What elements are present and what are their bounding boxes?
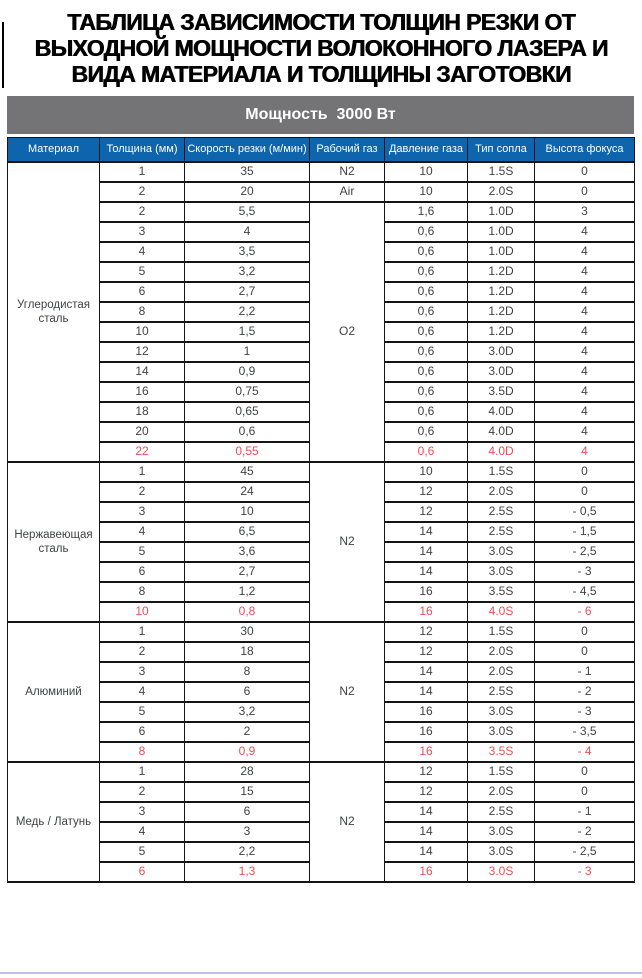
- focus-cell: 4: [535, 322, 635, 342]
- focus-cell: - 1,5: [535, 522, 635, 542]
- table-row: [8, 202, 635, 222]
- focus-cell: - 3: [535, 862, 635, 882]
- nozzle-cell: 3.0D: [468, 342, 535, 362]
- title-line: ВИДА МАТЕРИАЛА И ТОЛЩИНЫ ЗАГОТОВКИ: [71, 61, 571, 87]
- nozzle-cell: 4.0D: [468, 402, 535, 422]
- nozzle-cell: 2.0S: [468, 782, 535, 802]
- nozzle-cell: 2.0S: [468, 642, 535, 662]
- thickness-cell: 3: [100, 802, 185, 822]
- focus-cell: 0: [535, 762, 635, 782]
- pressure-cell: 14: [385, 522, 468, 542]
- pressure-cell: 14: [385, 822, 468, 842]
- nozzle-cell: 1.0D: [468, 222, 535, 242]
- power-header: Мощность 3000 Вт: [7, 96, 634, 134]
- thickness-cell: 16: [100, 382, 185, 402]
- focus-cell: 4: [535, 262, 635, 282]
- speed-cell: 6: [185, 802, 310, 822]
- nozzle-cell: 2.5S: [468, 502, 535, 522]
- speed-cell: 2,2: [185, 842, 310, 862]
- thickness-cell: 2: [100, 202, 185, 222]
- thickness-cell: 3: [100, 502, 185, 522]
- spec-table-container: [7, 96, 634, 883]
- focus-cell: - 1: [535, 662, 635, 682]
- thickness-cell: 1: [100, 462, 185, 482]
- gas-cell: N2: [310, 462, 385, 622]
- nozzle-cell: 1.5S: [468, 622, 535, 642]
- pressure-cell: 12: [385, 642, 468, 662]
- focus-cell: 4: [535, 222, 635, 242]
- focus-cell: - 3,5: [535, 722, 635, 742]
- pressure-cell: 10: [385, 462, 468, 482]
- nozzle-cell: 4.0D: [468, 442, 535, 462]
- nozzle-cell: 2.5S: [468, 682, 535, 702]
- focus-cell: 4: [535, 302, 635, 322]
- nozzle-cell: 2.0S: [468, 182, 535, 202]
- pressure-cell: 14: [385, 562, 468, 582]
- pressure-cell: 14: [385, 542, 468, 562]
- pressure-cell: 12: [385, 502, 468, 522]
- pressure-cell: 14: [385, 802, 468, 822]
- nozzle-cell: 1.2D: [468, 322, 535, 342]
- speed-cell: 0,65: [185, 402, 310, 422]
- focus-cell: - 1: [535, 802, 635, 822]
- col-header-thickness: Толщина (мм): [100, 138, 185, 162]
- nozzle-cell: 4.0S: [468, 602, 535, 622]
- speed-cell: 15: [185, 782, 310, 802]
- focus-cell: - 3: [535, 562, 635, 582]
- thickness-cell: 6: [100, 282, 185, 302]
- focus-cell: - 4,5: [535, 582, 635, 602]
- pressure-cell: 16: [385, 602, 468, 622]
- focus-cell: 0: [535, 162, 635, 182]
- nozzle-cell: 3.0S: [468, 842, 535, 862]
- thickness-cell: 2: [100, 782, 185, 802]
- focus-cell: - 2,5: [535, 842, 635, 862]
- speed-cell: 3,2: [185, 702, 310, 722]
- thickness-cell: 4: [100, 682, 185, 702]
- focus-cell: 3: [535, 202, 635, 222]
- thickness-cell: 4: [100, 242, 185, 262]
- material-cell: Медь / Латунь: [8, 762, 100, 882]
- title-line: ТАБЛИЦА ЗАВИСИМОСТИ ТОЛЩИН РЕЗКИ ОТ: [67, 9, 575, 35]
- focus-cell: - 6: [535, 602, 635, 622]
- thickness-cell: 1: [100, 762, 185, 782]
- nozzle-cell: 2.0S: [468, 662, 535, 682]
- speed-cell: 20: [185, 182, 310, 202]
- pressure-cell: 0,6: [385, 362, 468, 382]
- thickness-cell: 2: [100, 182, 185, 202]
- gas-cell: N2: [310, 162, 385, 182]
- pressure-cell: 0,6: [385, 422, 468, 442]
- nozzle-cell: 1.2D: [468, 302, 535, 322]
- nozzle-cell: 4.0D: [468, 422, 535, 442]
- thickness-cell: 14: [100, 362, 185, 382]
- pressure-cell: 16: [385, 722, 468, 742]
- pressure-cell: 1,6: [385, 202, 468, 222]
- speed-cell: 3: [185, 822, 310, 842]
- thickness-cell: 5: [100, 542, 185, 562]
- thickness-cell: 1: [100, 162, 185, 182]
- thickness-cell: 5: [100, 842, 185, 862]
- focus-cell: - 0,5: [535, 502, 635, 522]
- speed-cell: 2,2: [185, 302, 310, 322]
- thickness-cell: 4: [100, 522, 185, 542]
- focus-cell: - 3: [535, 702, 635, 722]
- nozzle-cell: 2.0S: [468, 482, 535, 502]
- focus-cell: 0: [535, 482, 635, 502]
- thickness-cell: 12: [100, 342, 185, 362]
- speed-cell: 2,7: [185, 562, 310, 582]
- focus-cell: 4: [535, 382, 635, 402]
- focus-cell: 4: [535, 282, 635, 302]
- nozzle-cell: 3.0S: [468, 822, 535, 842]
- nozzle-cell: 3.0D: [468, 362, 535, 382]
- thickness-cell: 6: [100, 862, 185, 882]
- pressure-cell: 12: [385, 482, 468, 502]
- speed-cell: 1,5: [185, 322, 310, 342]
- speed-cell: 6: [185, 682, 310, 702]
- focus-cell: 0: [535, 462, 635, 482]
- pressure-cell: 14: [385, 842, 468, 862]
- focus-cell: 0: [535, 782, 635, 802]
- nozzle-cell: 1.5S: [468, 462, 535, 482]
- thickness-cell: 10: [100, 602, 185, 622]
- nozzle-cell: 3.5S: [468, 582, 535, 602]
- thickness-cell: 4: [100, 822, 185, 842]
- gas-cell: N2: [310, 622, 385, 762]
- table-row: [8, 182, 635, 202]
- nozzle-cell: 1.5S: [468, 762, 535, 782]
- col-header-pressure: Давление газа: [385, 138, 468, 162]
- thickness-cell: 8: [100, 582, 185, 602]
- speed-cell: 0,55: [185, 442, 310, 462]
- pressure-cell: 0,6: [385, 242, 468, 262]
- focus-cell: 4: [535, 342, 635, 362]
- nozzle-cell: 2.5S: [468, 802, 535, 822]
- focus-cell: 0: [535, 642, 635, 662]
- pressure-cell: 10: [385, 182, 468, 202]
- thickness-cell: 8: [100, 302, 185, 322]
- pressure-cell: 12: [385, 762, 468, 782]
- speed-cell: 8: [185, 662, 310, 682]
- focus-cell: 4: [535, 422, 635, 442]
- speed-cell: 5,5: [185, 202, 310, 222]
- speed-cell: 4: [185, 222, 310, 242]
- nozzle-cell: 1.5S: [468, 162, 535, 182]
- speed-cell: 0,9: [185, 362, 310, 382]
- page-title: [4, 9, 638, 87]
- thickness-cell: 2: [100, 482, 185, 502]
- gas-cell: Air: [310, 182, 385, 202]
- col-header-gas: Рабочий газ: [310, 138, 385, 162]
- nozzle-cell: 2.5S: [468, 522, 535, 542]
- col-header-nozzle: Тип сопла: [468, 138, 535, 162]
- pressure-cell: 12: [385, 622, 468, 642]
- thickness-cell: 18: [100, 402, 185, 422]
- pressure-cell: 16: [385, 742, 468, 762]
- nozzle-cell: 1.0D: [468, 242, 535, 262]
- title-line: ВЫХОДНОЙ МОЩНОСТИ ВОЛОКОННОГО ЛАЗЕРА И: [34, 35, 608, 61]
- col-header-speed: Скорость резки (м/мин): [185, 138, 310, 162]
- speed-cell: 1,2: [185, 582, 310, 602]
- speed-cell: 18: [185, 642, 310, 662]
- pressure-cell: 16: [385, 702, 468, 722]
- speed-cell: 0,9: [185, 742, 310, 762]
- focus-cell: 0: [535, 182, 635, 202]
- thickness-cell: 6: [100, 562, 185, 582]
- thickness-cell: 5: [100, 262, 185, 282]
- speed-cell: 28: [185, 762, 310, 782]
- thickness-cell: 1: [100, 622, 185, 642]
- table-row: [8, 622, 635, 642]
- focus-cell: 4: [535, 402, 635, 422]
- focus-cell: 4: [535, 362, 635, 382]
- material-cell: Нержавеющая сталь: [8, 462, 100, 622]
- nozzle-cell: 3.0S: [468, 542, 535, 562]
- thickness-cell: 6: [100, 722, 185, 742]
- left-edge-mark: [2, 22, 4, 88]
- speed-cell: 3,2: [185, 262, 310, 282]
- speed-cell: 3,5: [185, 242, 310, 262]
- pressure-cell: 0,6: [385, 442, 468, 462]
- pressure-cell: 16: [385, 862, 468, 882]
- focus-cell: 4: [535, 442, 635, 462]
- speed-cell: 24: [185, 482, 310, 502]
- speed-cell: 1,3: [185, 862, 310, 882]
- nozzle-cell: 3.0S: [468, 702, 535, 722]
- nozzle-cell: 3.5S: [468, 742, 535, 762]
- gas-cell: N2: [310, 762, 385, 882]
- material-cell: Углеродистая сталь: [8, 162, 100, 462]
- pressure-cell: 0,6: [385, 402, 468, 422]
- speed-cell: 2,7: [185, 282, 310, 302]
- nozzle-cell: 3.0S: [468, 862, 535, 882]
- table-row: [8, 462, 635, 482]
- focus-cell: - 2: [535, 682, 635, 702]
- speed-cell: 30: [185, 622, 310, 642]
- nozzle-cell: 1.0D: [468, 202, 535, 222]
- material-cell: Алюминий: [8, 622, 100, 762]
- thickness-cell: 3: [100, 222, 185, 242]
- pressure-cell: 0,6: [385, 322, 468, 342]
- pressure-cell: 0,6: [385, 342, 468, 362]
- column-header-row: [8, 138, 635, 162]
- nozzle-cell: 3.0S: [468, 562, 535, 582]
- focus-cell: - 2,5: [535, 542, 635, 562]
- speed-cell: 3,6: [185, 542, 310, 562]
- col-header-material: Материал: [8, 138, 100, 162]
- pressure-cell: 0,6: [385, 282, 468, 302]
- pressure-cell: 0,6: [385, 302, 468, 322]
- table-body: [8, 162, 635, 882]
- pressure-cell: 14: [385, 682, 468, 702]
- speed-cell: 1: [185, 342, 310, 362]
- speed-cell: 10: [185, 502, 310, 522]
- thickness-cell: 20: [100, 422, 185, 442]
- nozzle-cell: 1.2D: [468, 262, 535, 282]
- pressure-cell: 0,6: [385, 382, 468, 402]
- bottom-divider: [0, 972, 642, 974]
- nozzle-cell: 1.2D: [468, 282, 535, 302]
- focus-cell: - 4: [535, 742, 635, 762]
- col-header-focus: Высота фокуса: [535, 138, 635, 162]
- speed-cell: 45: [185, 462, 310, 482]
- pressure-cell: 14: [385, 662, 468, 682]
- pressure-cell: 0,6: [385, 262, 468, 282]
- thickness-cell: 5: [100, 702, 185, 722]
- speed-cell: 0,8: [185, 602, 310, 622]
- focus-cell: - 2: [535, 822, 635, 842]
- focus-cell: 0: [535, 622, 635, 642]
- pressure-cell: 12: [385, 782, 468, 802]
- gas-cell: O2: [310, 202, 385, 462]
- nozzle-cell: 3.0S: [468, 722, 535, 742]
- speed-cell: 2: [185, 722, 310, 742]
- speed-cell: 0,75: [185, 382, 310, 402]
- laser-cutting-spec-table: [7, 137, 635, 883]
- pressure-cell: 10: [385, 162, 468, 182]
- focus-cell: 4: [535, 242, 635, 262]
- table-row: [8, 162, 635, 182]
- speed-cell: 35: [185, 162, 310, 182]
- thickness-cell: 3: [100, 662, 185, 682]
- table-row: [8, 762, 635, 782]
- thickness-cell: 8: [100, 742, 185, 762]
- pressure-cell: 16: [385, 582, 468, 602]
- speed-cell: 0,6: [185, 422, 310, 442]
- thickness-cell: 22: [100, 442, 185, 462]
- nozzle-cell: 3.5D: [468, 382, 535, 402]
- speed-cell: 6,5: [185, 522, 310, 542]
- thickness-cell: 10: [100, 322, 185, 342]
- thickness-cell: 2: [100, 642, 185, 662]
- pressure-cell: 0,6: [385, 222, 468, 242]
